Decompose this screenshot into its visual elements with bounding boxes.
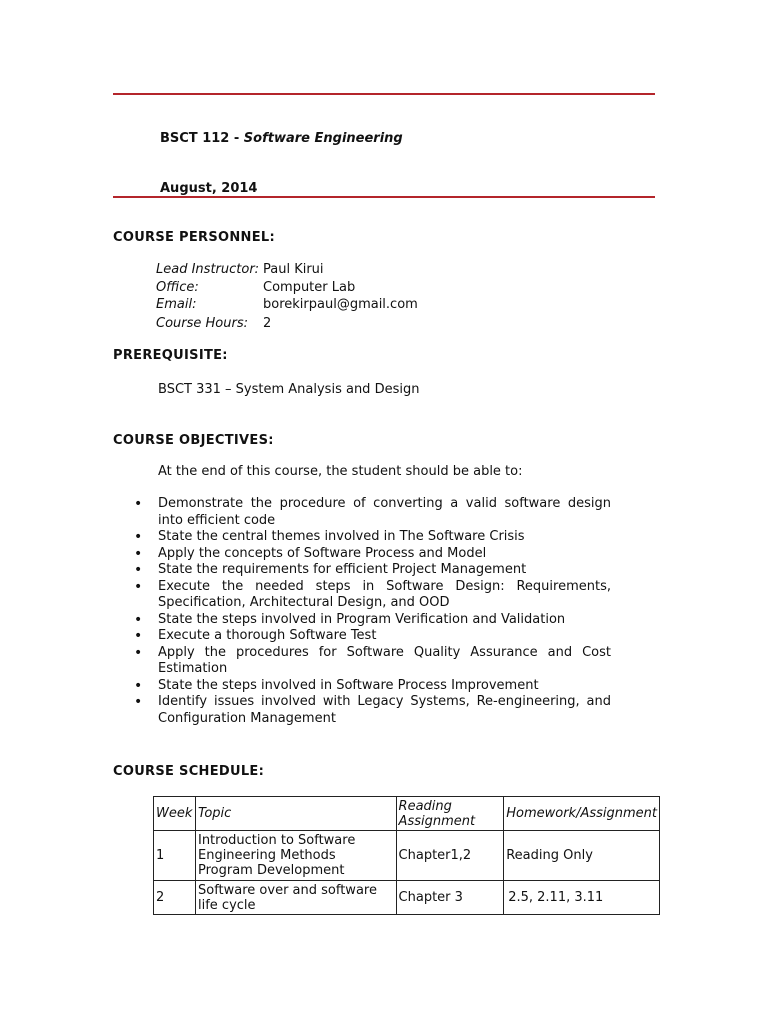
objective-item: • Apply the concepts of Software Process and Model	[131, 546, 611, 563]
course-title: Software Engineering	[243, 131, 403, 146]
personnel-label-email: Email:	[156, 297, 197, 312]
cell-reading: Chapter1,2	[396, 831, 504, 881]
table-row	[154, 831, 660, 881]
cell-homework: Reading Only	[504, 831, 660, 881]
personnel-value-instructor: Paul Kirui	[263, 262, 324, 277]
objectives-intro: At the end of this course, the student should be able to:	[158, 464, 523, 479]
prerequisite-heading: PREREQUISITE:	[113, 348, 228, 363]
cell-topic: Introduction to Software Engineering Methods Program Development	[195, 831, 396, 881]
personnel-label-office: Office:	[156, 280, 199, 295]
column-header-week: Week	[154, 797, 196, 831]
objective-item: • State the steps involved in Software Process Improvement	[131, 678, 611, 695]
objective-item: • Execute a thorough Software Test	[131, 628, 611, 645]
objectives-heading: COURSE OBJECTIVES:	[113, 433, 274, 448]
objective-item: • State the central themes involved in The Software Crisis	[131, 529, 611, 546]
personnel-value-email: borekirpaul@gmail.com	[263, 297, 418, 312]
cell-week: 1	[154, 831, 196, 881]
column-header-homework: Homework/Assignment	[504, 797, 660, 831]
cell-week: 2	[154, 881, 196, 915]
objective-item: • Identify issues involved with Legacy Systems, Re-engineering, and Configuration Management	[131, 694, 611, 727]
date-divider	[113, 196, 655, 198]
table-header-row	[154, 797, 660, 831]
table-row	[154, 881, 660, 915]
course-heading	[160, 131, 403, 146]
cell-homework: 2.5, 2.11, 3.11	[504, 881, 660, 915]
personnel-label-instructor: Lead Instructor:	[156, 262, 260, 277]
objective-item: • Execute the needed steps in Software Design: Requirements, Specification, Architectural Design, and OOD	[131, 579, 611, 612]
objective-item: • Apply the procedures for Software Quality Assurance and Cost Estimation	[131, 645, 611, 678]
prerequisite-text: BSCT 331 – System Analysis and Design	[158, 382, 420, 397]
top-divider	[113, 93, 655, 95]
course-code: BSCT 112 -	[160, 131, 244, 146]
objectives-list	[131, 496, 611, 727]
cell-topic: Software over and software life cycle	[195, 881, 396, 915]
objective-item: • State the steps involved in Program Verification and Validation	[131, 612, 611, 629]
personnel-value-office: Computer Lab	[263, 280, 356, 295]
schedule-heading: COURSE SCHEDULE:	[113, 764, 265, 779]
schedule-table	[153, 796, 660, 915]
objective-item: • State the requirements for efficient Project Management	[131, 562, 611, 579]
cell-reading: Chapter 3	[396, 881, 504, 915]
personnel-value-hours: 2	[263, 316, 272, 331]
column-header-topic: Topic	[195, 797, 396, 831]
personnel-label-hours: Course Hours:	[156, 316, 248, 331]
column-header-reading: Reading Assignment	[396, 797, 504, 831]
objective-item: • Demonstrate the procedure of converting a valid software design into efficient code	[131, 496, 611, 529]
course-date: August, 2014	[160, 181, 258, 196]
personnel-heading: COURSE PERSONNEL:	[113, 230, 275, 245]
